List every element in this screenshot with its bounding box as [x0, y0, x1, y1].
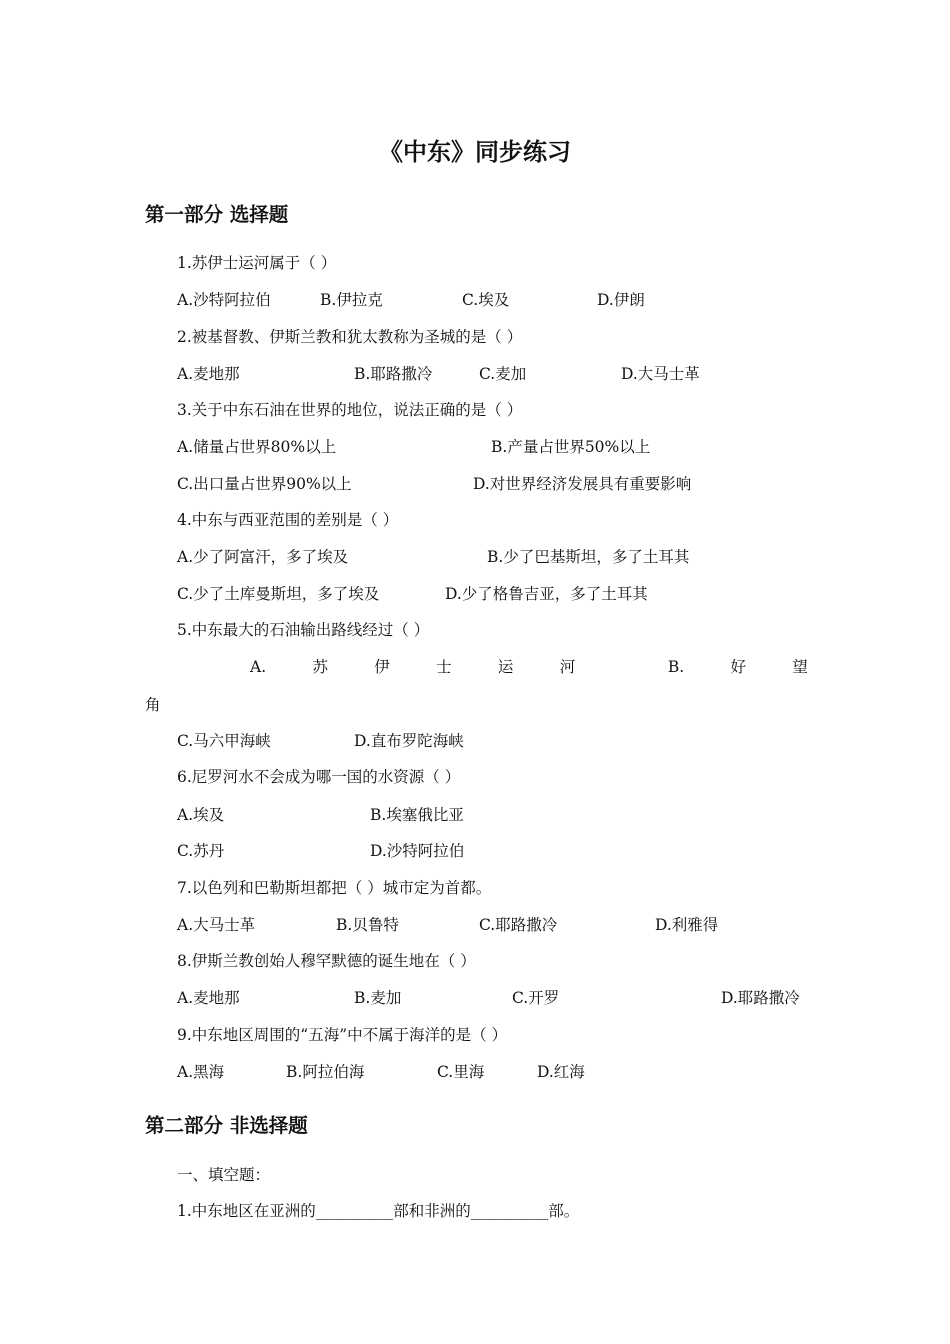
question-5-option-d: D.直布罗陀海峡 [354, 732, 464, 750]
question-8-option-c: C.开罗 [512, 989, 560, 1007]
q5-char: B. [667, 658, 685, 676]
question-9-option-c: C.里海 [437, 1063, 485, 1081]
question-2-option-a: A.麦地那 [177, 365, 240, 383]
question-1-option-c: C.埃及 [462, 291, 510, 309]
question-7-option-a: A.大马士革 [177, 916, 256, 934]
question-9-option-d: D.红海 [537, 1063, 585, 1081]
section-heading-part2: 第二部分 非选择题 [145, 1114, 308, 1137]
question-9-option-a: A.黑海 [177, 1063, 225, 1081]
fill-in-heading: 一、填空题： [177, 1166, 271, 1184]
question-4-option-b: B.少了巴基斯坦，多了土耳其 [487, 548, 690, 566]
fill-in-question-1: 1.中东地区在亚洲的__________部和非洲的__________部。 [177, 1202, 580, 1220]
question-3-option-a: A.储量占世界80%以上 [177, 438, 337, 456]
q5-char: 运 [497, 658, 514, 676]
question-5-stem: 5.中东最大的石油输出路线经过（ ） [177, 621, 430, 639]
question-7-stem: 7.以色列和巴勒斯坦都把（ ）城市定为首都。 [177, 879, 492, 897]
question-6-option-a: A.埃及 [177, 806, 225, 824]
question-2-option-d: D.大马士革 [621, 365, 700, 383]
question-1-stem: 1.苏伊士运河属于（ ） [177, 254, 337, 272]
question-5-option-c: C.马六甲海峡 [177, 732, 271, 750]
question-8-option-a: A.麦地那 [177, 989, 240, 1007]
question-6-option-b: B.埃塞俄比亚 [370, 806, 464, 824]
question-1-option-b: B.伊拉克 [320, 291, 383, 309]
q5-char: 伊 [374, 658, 390, 676]
question-8-option-b: B.麦加 [354, 989, 402, 1007]
section-heading-part1: 第一部分 选择题 [145, 203, 289, 226]
question-7-option-c: C.耶路撒冷 [479, 916, 558, 934]
question-9-stem: 9.中东地区周围的“五海”中不属于海洋的是（ ） [177, 1026, 508, 1044]
question-7-option-d: D.利雅得 [655, 916, 719, 934]
question-6-option-c: C.苏丹 [177, 842, 225, 860]
question-2-option-c: C.麦加 [479, 365, 527, 383]
question-1-option-d: D.伊朗 [597, 291, 645, 309]
page-title: 《中东》同步练习 [379, 138, 571, 166]
question-2-stem: 2.被基督教、伊斯兰教和犹太教称为圣城的是（ ） [177, 328, 523, 346]
question-4-stem: 4.中东与西亚范围的差别是（ ） [177, 511, 399, 529]
q5-char: A. [250, 658, 267, 676]
q5-char: 苏 [312, 658, 328, 676]
question-3-stem: 3.关于中东石油在世界的地位，说法正确的是（ ） [177, 401, 523, 419]
question-7-option-b: B.贝鲁特 [336, 916, 399, 934]
q5-char: 望 [792, 658, 808, 676]
question-3-option-c: C.出口量占世界90%以上 [177, 475, 352, 493]
question-3-option-d: D.对世界经济发展具有重要影响 [473, 475, 692, 493]
question-9-option-b: B.阿拉伯海 [286, 1063, 365, 1081]
q5-char: 士 [436, 658, 452, 676]
question-4-option-c: C.少了土库曼斯坦，多了埃及 [177, 585, 380, 603]
question-6-option-d: D.沙特阿拉伯 [370, 842, 465, 860]
question-1-option-a: A.沙特阿拉伯 [177, 291, 271, 309]
q5-char: 河 [559, 658, 576, 676]
question-4-option-a: A.少了阿富汗，多了埃及 [177, 548, 349, 566]
question-3-option-b: B.产量占世界50%以上 [491, 438, 651, 456]
question-5-option-b-wrap: 角 [145, 696, 161, 714]
question-8-stem: 8.伊斯兰教创始人穆罕默德的诞生地在（ ） [177, 952, 476, 970]
q5-char: 好 [730, 658, 747, 676]
question-4-option-d: D.少了格鲁吉亚，多了土耳其 [445, 585, 648, 603]
question-5-options-ab-justified [250, 657, 808, 677]
question-2-option-b: B.耶路撒冷 [354, 365, 433, 383]
question-8-option-d: D.耶路撒冷 [721, 989, 800, 1007]
question-6-stem: 6.尼罗河水不会成为哪一国的水资源（ ） [177, 768, 461, 786]
